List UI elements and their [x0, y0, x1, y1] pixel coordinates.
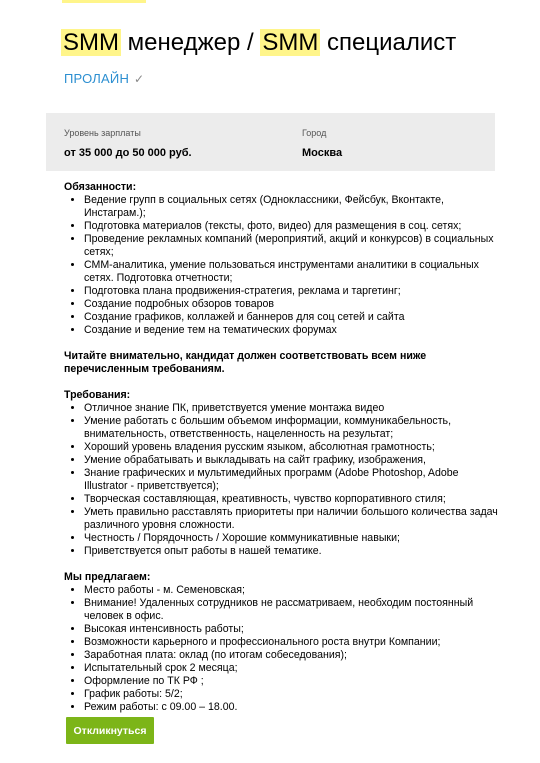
list-item: • Высокая интенсивность работы; [84, 623, 504, 636]
salary-label: Уровень зарплаты [64, 128, 141, 138]
duties-list [64, 194, 504, 337]
list-item: • Подготовка материалов (тексты, фото, видео) для размещения в соц. сетях; [84, 220, 504, 233]
list-item: • Творческая составляющая, креативность, чувство корпоративного стиля; [84, 493, 504, 506]
notice-text: Читайте внимательно, кандидат должен соответствовать всем ниже перечисленным требованиям. [64, 350, 427, 375]
list-item: • Проведение рекламных компаний (мероприятий, акций и конкурсов) в социальных сетях; [84, 233, 504, 259]
list-item: • Приветствуется опыт работы в нашей тематике. [84, 545, 504, 558]
list-item: • Возможности карьерного и профессионального роста внутри Компании; [84, 636, 504, 649]
list-item: • Режим работы: с 09.00 – 18.00. [84, 701, 504, 714]
offer-list [64, 584, 504, 714]
list-item: • Подготовка плана продвижения-стратегия, реклама и таргетинг; [84, 285, 504, 298]
list-item: • Честность / Порядочность / Хорошие коммуникативные навыки; [84, 532, 504, 545]
list-item: • Создание и ведение тем на тематических форумах [84, 324, 504, 337]
list-item: • Умение работать с большим объемом информации, коммуникабельность, внимательность, ответственность, нацеленность на результат; [84, 415, 504, 441]
list-item: • СММ-аналитика, умение пользоваться инструментами аналитики в социальных сетях. Подготовка отчетности; [84, 259, 504, 285]
list-item: • Заработная плата: оклад (по итогам собеседования); [84, 649, 504, 662]
city-value: Москва [302, 147, 343, 159]
company-row [64, 71, 144, 87]
apply-button[interactable]: Откликнуться [66, 717, 154, 744]
company-link[interactable]: ПРОЛАЙН [64, 71, 130, 86]
vacancy-title [61, 27, 456, 59]
offer-heading: Мы предлагаем: [64, 571, 151, 583]
checkmark-icon: ✓ [134, 72, 145, 86]
list-item: • Оформление по ТК РФ ; [84, 675, 504, 688]
list-item: • Место работы - м. Семеновская; [84, 584, 504, 597]
requirements-heading: Требования: [64, 389, 131, 401]
list-item: • Отличное знание ПК, приветствуется умение монтажа видео [84, 402, 504, 415]
list-item: • Внимание! Удаленных сотрудников не рассматриваем, необходим постоянный человек в офис. [84, 597, 504, 623]
title-text-2: специалист [320, 29, 457, 56]
city-label: Город [302, 128, 327, 138]
list-item: • Хороший уровень владения русским языком, абсолютная грамотность; [84, 441, 504, 454]
salary-value: от 35 000 до 50 000 руб. [64, 147, 192, 159]
list-item: • График работы: 5/2; [84, 688, 504, 701]
list-item: • Ведение групп в социальных сетях (Одноклассники, Фейсбук, Вконтакте, Инстаграм.); [84, 194, 504, 220]
requirements-list [64, 402, 504, 558]
title-highlight-1: SMM [63, 29, 119, 56]
title-text-1: менеджер / [121, 29, 261, 56]
list-item: • Знание графических и мультимедийных программ (Adobe Photoshop, Adobe Illustrator - приветствуется); [84, 467, 504, 493]
top-accent-bar [62, 0, 146, 3]
list-item: • Создание подробных обзоров товаров [84, 298, 504, 311]
list-item: • Уметь правильно расставлять приоритеты при наличии большого количества задач различного уровня сложности. [84, 506, 504, 532]
list-item: • Создание графиков, коллажей и баннеров для соц сетей и сайта [84, 311, 504, 324]
duties-heading: Обязанности: [64, 181, 137, 193]
vacancy-description [64, 181, 504, 714]
title-highlight-2: SMM [262, 29, 319, 56]
list-item: • Умение обрабатывать и выкладывать на сайт графику, изображения, [84, 454, 504, 467]
salary-box [46, 113, 495, 171]
list-item: • Испытательный срок 2 месяца; [84, 662, 504, 675]
